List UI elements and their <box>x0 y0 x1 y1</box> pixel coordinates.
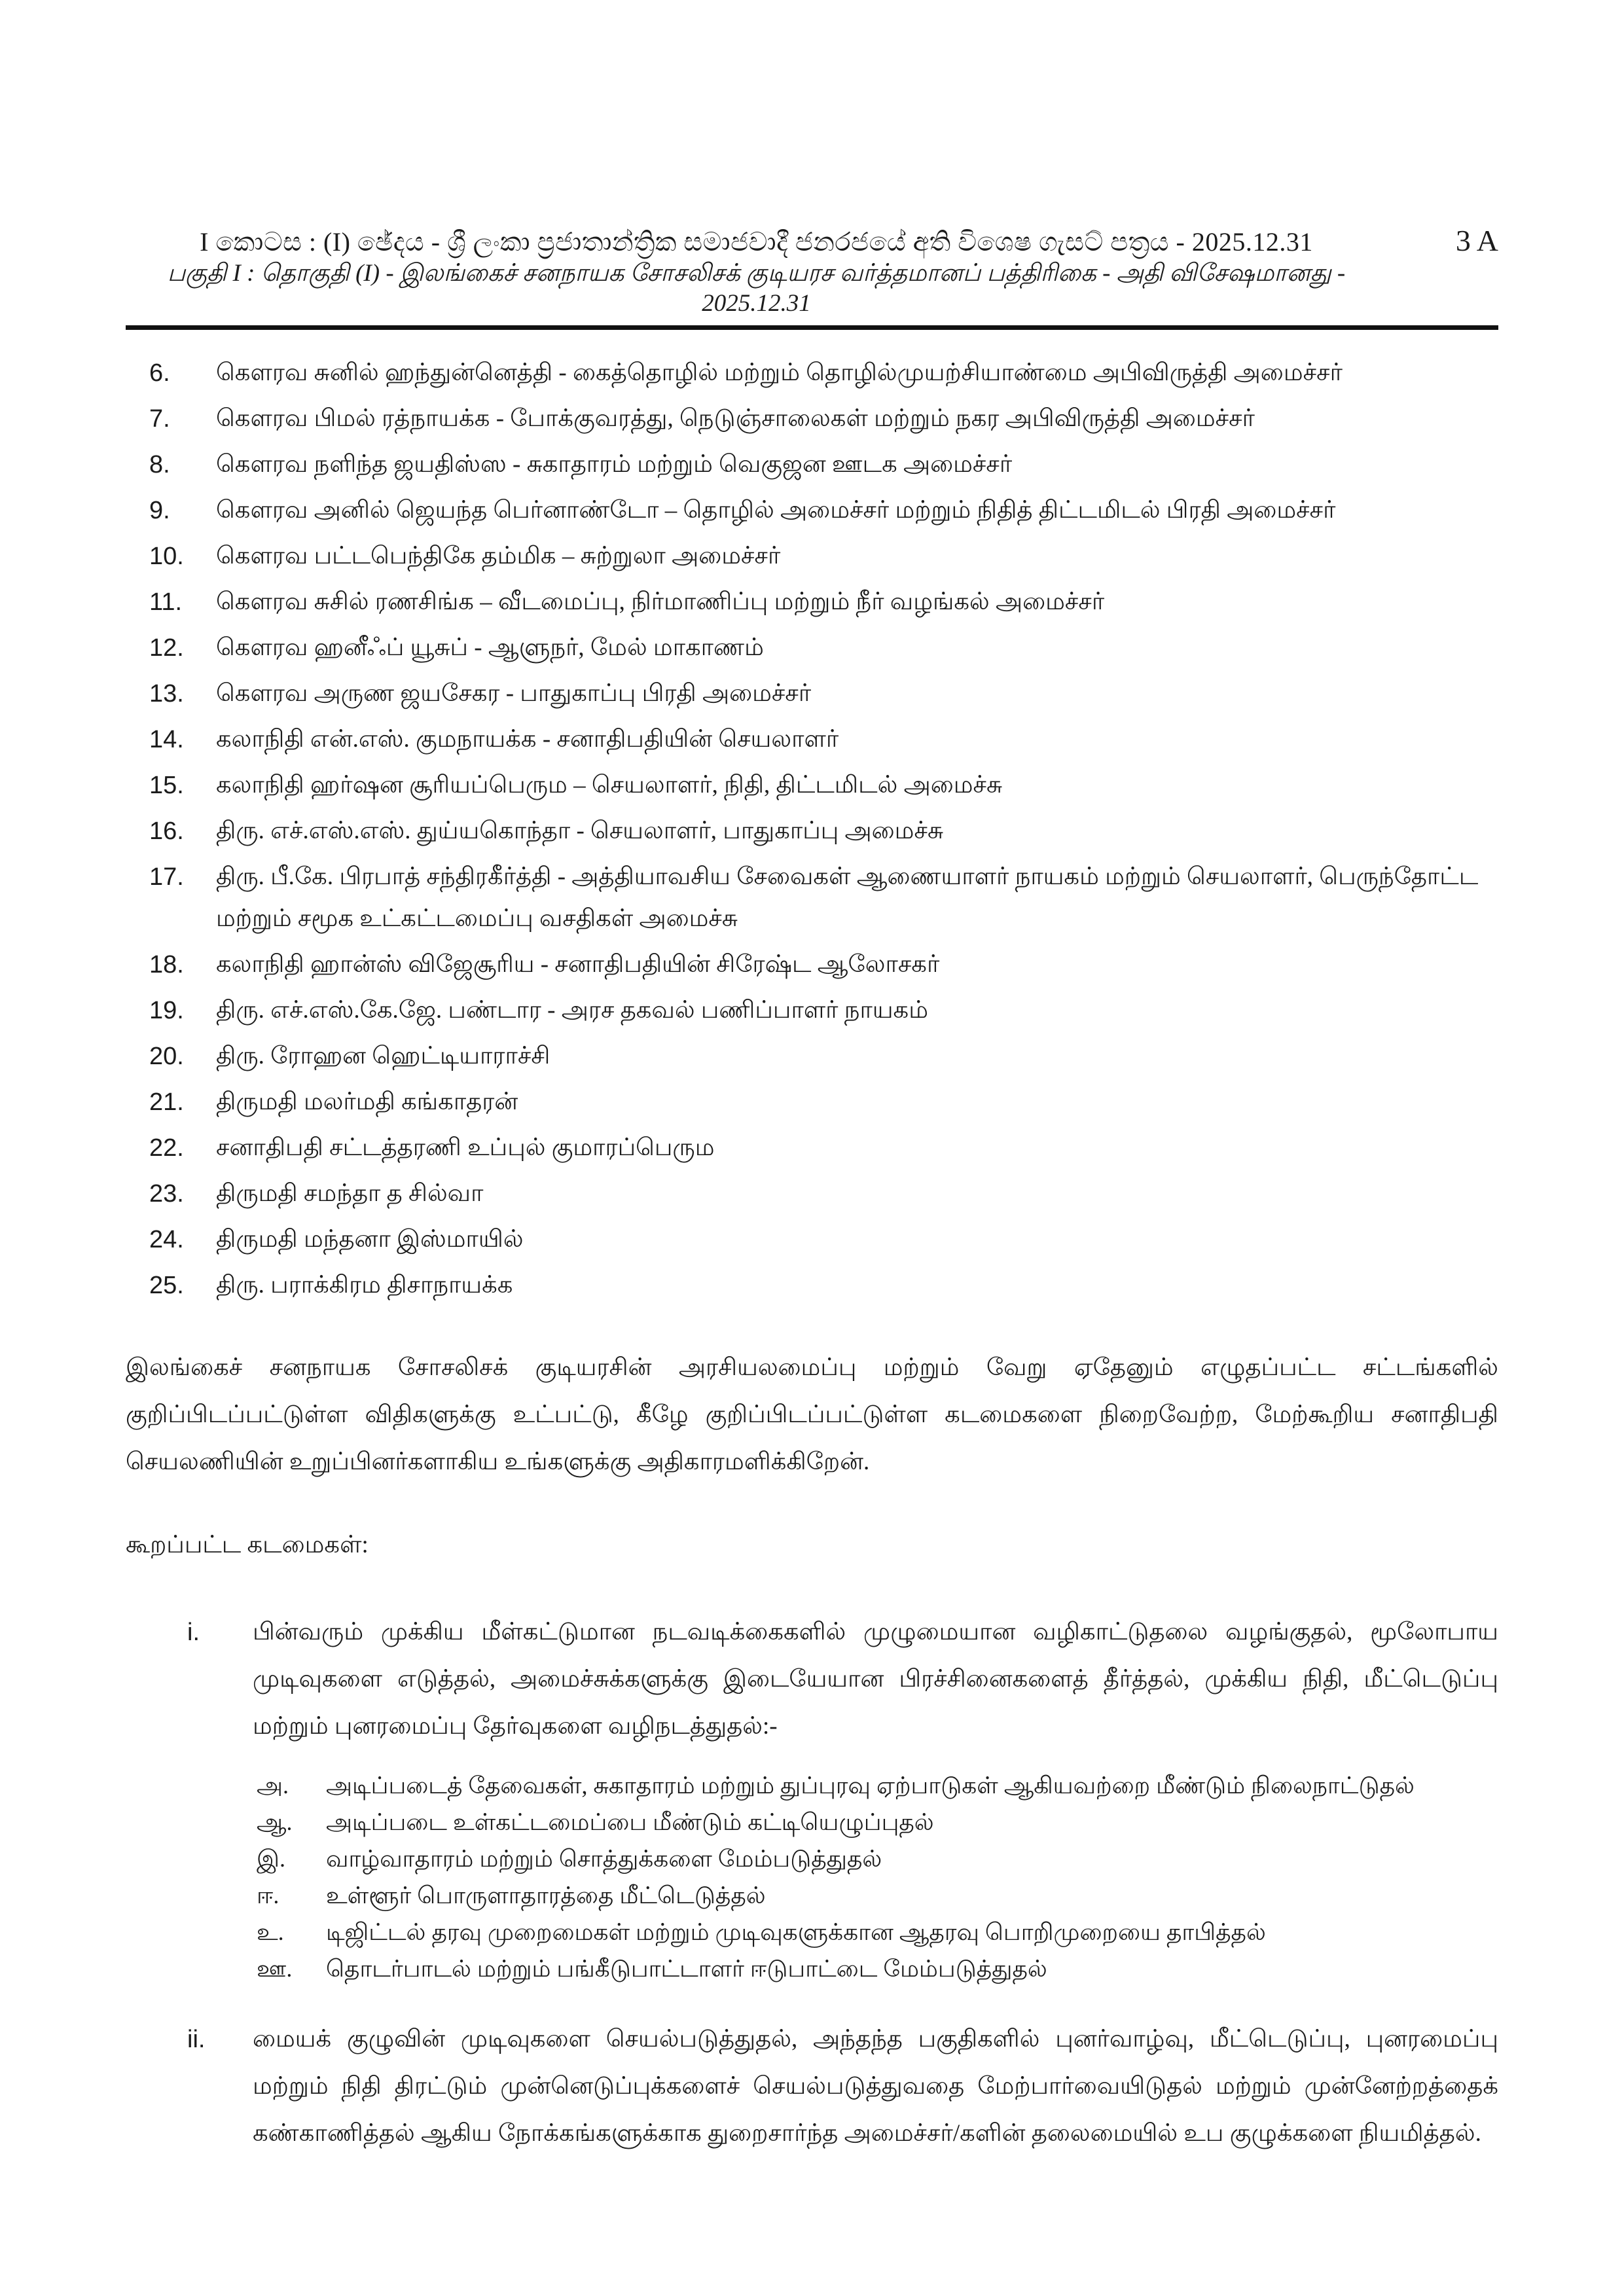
item-text: கௌரவ ஹனீஃப் யூசுப் - ஆளுநர், மேல் மாகாணம் <box>216 634 764 661</box>
item-number: 12. <box>149 634 184 662</box>
item-number: 24. <box>149 1226 184 1253</box>
item-text: கௌரவ அருண ஜயசேகர - பாதுகாப்பு பிரதி அமைச்சர் <box>216 680 812 707</box>
duty-sub-item <box>126 1840 1498 1877</box>
item-text: சனாதிபதி சட்டத்தரணி உப்புல் குமாரப்பெரும <box>216 1134 715 1161</box>
item-text: கலாநிதி ஹான்ஸ் விஜேசூரிய - சனாதிபதியின் சிரேஷ்ட ஆலோசகர் <box>216 951 940 978</box>
appointee-item <box>126 1173 1498 1215</box>
item-number: 17. <box>149 863 184 891</box>
duty-sub-item <box>126 1804 1498 1840</box>
item-text: கௌரவ அனில் ஜெயந்த பெர்னாண்டோ – தொழில் அமைச்சர் மற்றும் நிதித் திட்டமிடல் பிரதி அமைச்சர் <box>216 497 1336 524</box>
item-text: திருமதி சமந்தா த சில்வா <box>216 1180 484 1207</box>
appointee-item <box>126 581 1498 623</box>
duty-sub-item <box>126 1950 1498 1987</box>
page-header <box>126 226 1498 330</box>
appointee-item <box>126 535 1498 577</box>
item-number: 6. <box>149 359 170 387</box>
item-text: திரு. எச்.எஸ்.கே.ஜே. பண்டார - அரச தகவல் பணிப்பாளர் நாயகம் <box>216 997 928 1024</box>
sub-item-text: அடிப்படைத் தேவைகள், சுகாதாரம் மற்றும் துப்புரவு ஏற்பாடுகள் ஆகியவற்றை மீண்டும் நிலைநாட்டுதல் <box>326 1772 1415 1799</box>
sub-item-letter: ஊ. <box>257 1956 293 1982</box>
item-text: கௌரவ சுனில் ஹந்துன்னெத்தி - கைத்தொழில் மற்றும் தொழில்முயற்சியாண்மை அபிவிருத்தி அமைச்சர் <box>216 359 1343 386</box>
duty-item <box>126 1609 1498 1750</box>
appointee-item <box>126 944 1498 986</box>
item-number: 15. <box>149 772 184 799</box>
appointee-item <box>126 719 1498 761</box>
item-number: 20. <box>149 1043 184 1070</box>
item-text: கௌரவ பட்டபெந்திகே தம்மிக – சுற்றுலா அமைச்சர் <box>216 543 781 569</box>
item-number: 22. <box>149 1134 184 1162</box>
duty-sub-list <box>126 1767 1498 1987</box>
sub-item-letter: உ. <box>257 1919 284 1945</box>
item-number: 25. <box>149 1272 184 1299</box>
sub-item-text: உள்ளூர் பொருளாதாரத்தை மீட்டெடுத்தல் <box>326 1882 766 1909</box>
header-line-tamil: பகுதி I : தொகுதி (I) - இலங்கைச் சனநாயக சோசலிசக் குடியரச வர்த்தமானப் பத்திரிகை - அதி விசேஷமானது - 2025.12.31 <box>167 260 1346 317</box>
appointee-item <box>126 398 1498 440</box>
item-text: கௌரவ சுசில் ரணசிங்க – வீடமைப்பு, நிர்மாணிப்பு மற்றும் நீர் வழங்கல் அமைச்சர் <box>216 588 1105 615</box>
item-number: 23. <box>149 1180 184 1208</box>
appointee-item <box>126 1035 1498 1077</box>
appointee-item <box>126 673 1498 715</box>
item-text: திரு. ரோஹன ஹெட்டியாராச்சி <box>216 1043 550 1069</box>
duties-list <box>126 1609 1498 2157</box>
appointee-item <box>126 1265 1498 1306</box>
duty-item <box>126 2016 1498 2157</box>
duty-number: i. <box>187 1619 200 1646</box>
item-number: 7. <box>149 405 170 433</box>
appointee-item <box>126 444 1498 486</box>
sub-item-letter: அ. <box>257 1772 289 1799</box>
authorization-paragraph: இலங்கைச் சனநாயக சோசலிசக் குடியரசின் அரசியலமைப்பு மற்றும் வேறு ஏதேனும் எழுதப்பட்ட சட்டங்களில் குறிப்பிடப்பட்டுள்ள விதிகளுக்கு உட்பட்டு, கீழே குறிப்பிடப்பட்டுள்ள கடமைகளை நிறைவேற்ற, மேற்கூறிய சனாதிபதி செயலணியின் உறுப்பினர்களாகிய உங்களுக்கு அதிகாரமளிக்கிறேன். <box>126 1354 1498 1475</box>
item-number: 8. <box>149 451 170 478</box>
duty-sub-item <box>126 1914 1498 1950</box>
item-text: திரு. பராக்கிரம திசாநாயக்க <box>216 1272 513 1299</box>
sub-item-letter: ஈ. <box>257 1882 280 1909</box>
appointee-item <box>126 856 1498 940</box>
sub-item-letter: இ. <box>257 1846 286 1872</box>
duties-heading: கூறப்பட்ட கடமைகள்: <box>126 1532 369 1558</box>
item-number: 16. <box>149 817 184 845</box>
appointee-item <box>126 1219 1498 1261</box>
item-text: கலாநிதி ஹர்ஷன சூரியப்பெரும – செயலாளர், நிதி, திட்டமிடல் அமைச்சு <box>216 772 1003 798</box>
item-text: கௌரவ நளிந்த ஜயதிஸ்ஸ - சுகாதாரம் மற்றும் வெகுஜன ஊடக அமைச்சர் <box>216 451 1013 478</box>
item-text: திருமதி மந்தனா இஸ்மாயில் <box>216 1226 524 1253</box>
appointee-item <box>126 1081 1498 1123</box>
appointee-item <box>126 810 1498 852</box>
appointee-item <box>126 352 1498 394</box>
item-text: திருமதி மலர்மதி கங்காதரன் <box>216 1088 518 1115</box>
item-number: 14. <box>149 726 184 753</box>
appointee-item <box>126 764 1498 806</box>
sub-item-text: தொடர்பாடல் மற்றும் பங்கீடுபாட்டாளர் ஈடுபாட்டை மேம்படுத்துதல் <box>326 1956 1047 1982</box>
appointee-item <box>126 990 1498 1031</box>
appointee-item <box>126 627 1498 669</box>
item-number: 10. <box>149 543 184 570</box>
duty-sub-item <box>126 1767 1498 1804</box>
header-line-sinhala: I කොටස : (I) ඡේදය - ශ්‍රී ලංකා ප්‍රජාතාන්ත්‍රික සමාජවාදී ජනරජයේ අති විශෙෂ ගැසට් පත්‍රය - 2025.12.31 <box>200 227 1313 257</box>
sub-item-text: அடிப்படை உள்கட்டமைப்பை மீண்டும் கட்டியெழுப்புதல் <box>326 1809 934 1835</box>
item-number: 11. <box>149 588 183 616</box>
duty-text: மையக் குழுவின் முடிவுகளை செயல்படுத்துதல், அந்தந்த பகுதிகளில் புனர்வாழ்வு, மீட்டெடுப்பு, புனரமைப்பு மற்றும் நிதி திரட்டும் முன்னெடுப்புக்களைச் செயல்படுத்துவதை மேற்பார்வையிடுதல் மற்றும் முன்னேற்றத்தைக் கண்காணித்தல் ஆகிய நோக்கங்களுக்காக துறைசார்ந்த அமைச்சர்/களின் தலைமையில் உப குழுக்களை நியமித்தல். <box>253 2026 1498 2147</box>
item-text: கலாநிதி என்.எஸ். குமநாயக்க - சனாதிபதியின் செயலாளர் <box>216 726 839 753</box>
item-number: 18. <box>149 951 184 978</box>
item-number: 21. <box>149 1088 184 1116</box>
appointee-item <box>126 490 1498 531</box>
duty-text: பின்வரும் முக்கிய மீள்கட்டுமான நடவடிக்கைகளில் முழுமையான வழிகாட்டுதலை வழங்குதல், மூலோபாய முடிவுகளை எடுத்தல், அமைச்சுக்களுக்கு இடையேயான பிரச்சினைகளைத் தீர்த்தல், முக்கிய நிதி, மீட்டெடுப்பு மற்றும் புனரமைப்பு தேர்வுகளை வழிநடத்துதல்:- <box>253 1619 1498 1740</box>
item-number: 9. <box>149 497 170 524</box>
item-text: திரு. பீ.கே. பிரபாத் சந்திரகீர்த்தி - அத்தியாவசிய சேவைகள் ஆணையாளர் நாயகம் மற்றும் செயலாளர், பெருந்தோட்ட மற்றும் சமூக உட்கட்டமைப்பு வசதிகள் அமைச்சு <box>216 863 1479 932</box>
sub-item-text: வாழ்வாதாரம் மற்றும் சொத்துக்களை மேம்படுத்துதல் <box>326 1846 882 1872</box>
item-text: திரு. எச்.எஸ்.எஸ். துய்யகொந்தா - செயலாளர், பாதுகாப்பு அமைச்சு <box>216 817 944 844</box>
header-divider <box>126 325 1498 330</box>
item-number: 13. <box>149 680 184 708</box>
sub-item-letter: ஆ. <box>257 1809 293 1835</box>
page-number: 3 A <box>1455 224 1498 257</box>
duty-sub-item <box>126 1877 1498 1914</box>
appointee-item <box>126 1127 1498 1169</box>
appointee-list <box>126 352 1498 1306</box>
sub-item-text: டிஜிட்டல் தரவு முறைமைகள் மற்றும் முடிவுகளுக்கான ஆதரவு பொறிமுறையை தாபித்தல் <box>326 1919 1266 1945</box>
item-text: கௌரவ பிமல் ரத்நாயக்க - போக்குவரத்து, நெடுஞ்சாலைகள் மற்றும் நகர அபிவிருத்தி அமைச்சர் <box>216 405 1255 432</box>
duty-number: ii. <box>187 2026 206 2053</box>
item-number: 19. <box>149 997 184 1024</box>
